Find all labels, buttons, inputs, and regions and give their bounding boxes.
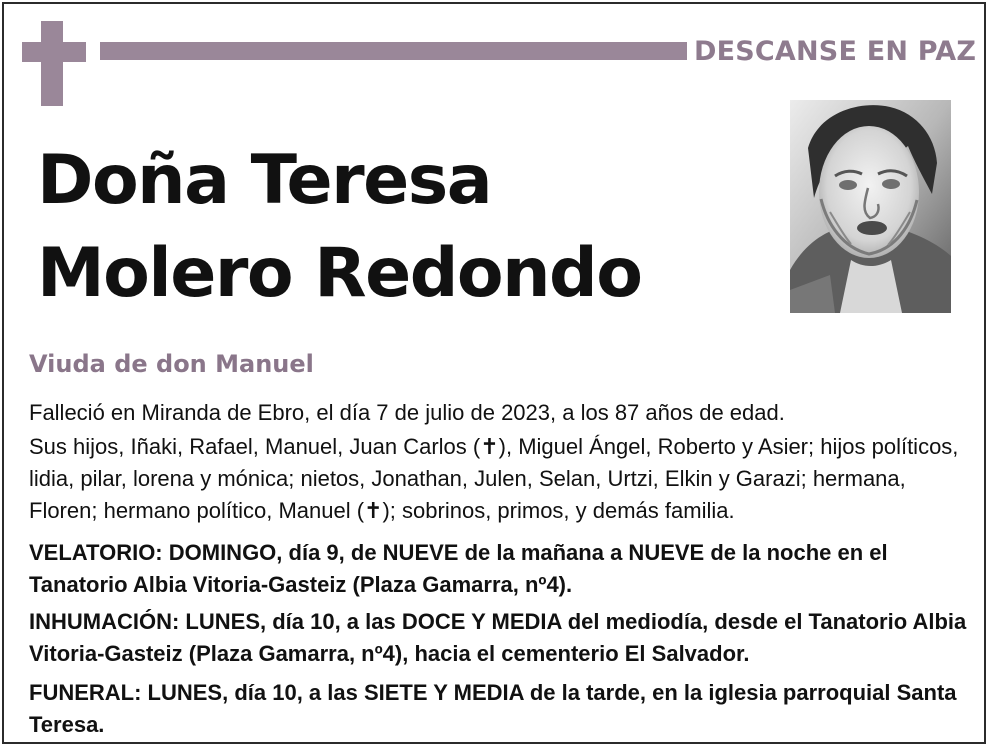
rest-in-peace-label: DESCANSE EN PAZ [694,36,977,67]
name-line-2: Molero Redondo [37,234,642,313]
cross-icon [22,21,86,106]
deceased-name [37,134,757,320]
funeral-details: FUNERAL: LUNES, día 10, a las SIETE Y MEDIA de la tarde, en la iglesia parroquial Santa Teresa. [29,680,957,737]
death-details: Falleció en Miranda de Ebro, el día 7 de julio de 2023, a los 87 años de edad. [29,400,785,425]
cross-vertical [41,21,63,106]
family-list: Sus hijos, Iñaki, Rafael, Manuel, Juan Carlos (✝), Miguel Ángel, Roberto y Asier; hijos políticos, lidia, pilar, lorena y mónica; nietos, Jonathan, Julen, Selan, Urtzi, Elkin y Garazi; hermana, Floren; hermano político, Manuel (✝); sobrinos, primos, y demás familia. [29,434,959,523]
cross-horizontal [22,42,86,62]
obituary-notice [2,2,986,744]
widow-subtitle: Viuda de don Manuel [29,350,314,378]
burial-details: INHUMACIÓN: LUNES, día 10, a las DOCE Y MEDIA del mediodía, desde el Tanatorio Albia Vitoria-Gasteiz (Plaza Gamarra, nº4), hacia el cementerio El Salvador. [29,609,967,666]
wake-details: VELATORIO: DOMINGO, día 9, de NUEVE de la mañana a NUEVE de la noche en el Tanatorio Albia Vitoria-Gasteiz (Plaza Gamarra, nº4). [29,540,888,597]
portrait-illustration [790,100,951,313]
name-line-1: Doña Teresa [37,141,492,220]
decorative-bar [100,42,687,60]
portrait-photo [790,100,951,313]
